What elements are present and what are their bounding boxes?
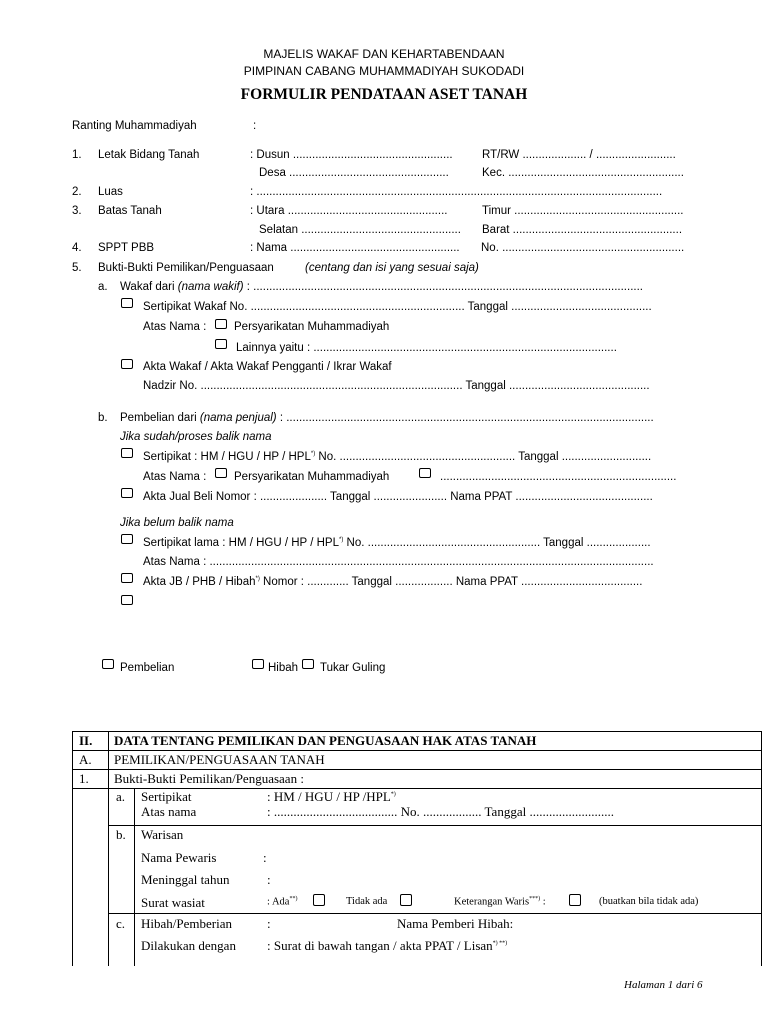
sertipikat-lama-label: Sertipikat lama : HM / HGU / HP / HPL — [143, 537, 339, 549]
sertipikat-label: Sertipikat — [141, 789, 192, 804]
akta-jb-field[interactable]: Nomor : ............. Tanggal .................. Nama PPAT ...................................... — [263, 576, 643, 588]
checkbox[interactable] — [121, 488, 133, 498]
org-name-line1: MAJELIS WAKAF DAN KEHARTABENDAAN — [263, 47, 505, 61]
atas-nama-label: Atas nama — [141, 804, 197, 819]
wasiat-label: Surat wasiat — [141, 895, 205, 910]
footnote-mark: ***) — [529, 896, 541, 902]
dusun-field[interactable]: : Dusun .................................................. — [250, 149, 453, 161]
meninggal-label: Meninggal tahun — [141, 872, 230, 887]
item-number: 2. — [72, 186, 82, 198]
letak-label: Letak Bidang Tanah — [98, 149, 200, 161]
checkbox[interactable] — [121, 359, 133, 369]
row-b-label: b. — [116, 827, 126, 842]
sertipikat-wakaf-field[interactable]: Sertipikat Wakaf No. ................................................................... Tanggal ............................................ — [143, 301, 652, 313]
dilakukan-value: : Surat di bawah tangan / akta PPAT / Lisan — [267, 938, 493, 953]
checkbox[interactable] — [400, 894, 412, 906]
checkbox[interactable] — [215, 339, 227, 349]
pembelian-label: Pembelian dari — [120, 412, 197, 424]
item-number: 4. — [72, 242, 82, 254]
keterangan-waris-label: Keterangan Waris — [454, 896, 530, 908]
sppt-no-field[interactable]: No. ......................................................... — [481, 242, 685, 254]
item-number: 3. — [72, 205, 82, 217]
hibah-colon: : — [267, 916, 271, 931]
rtrw-field[interactable]: RT/RW .................... / ......................... — [482, 149, 676, 161]
subsection-number: A. — [79, 752, 92, 767]
bukti-title: Bukti-Bukti Pemilikan/Penguasaan : — [114, 771, 304, 786]
checkbox[interactable] — [102, 659, 114, 669]
row-c-label: c. — [116, 916, 126, 931]
luas-label: Luas — [98, 186, 123, 198]
subsection-title: PEMILIKAN/PENGUASAAN TANAH — [114, 752, 325, 767]
wakif-note: (nama wakif) — [177, 281, 244, 293]
batas-label: Batas Tanah — [98, 205, 162, 217]
footnote-mark: **) — [289, 896, 298, 902]
wakif-field[interactable]: : .......................................................................................................................... — [246, 281, 643, 293]
ranting-label: Ranting Muhammadiyah — [72, 120, 197, 132]
sub-a-label: a. — [98, 281, 108, 293]
section-number: II. — [79, 733, 93, 748]
sub-b-label: b. — [98, 412, 108, 424]
nadzir-field[interactable]: Nadzir No. .................................................................................. Tanggal ............................................ — [143, 380, 650, 392]
timur-field[interactable]: Timur ..................................................... — [482, 205, 684, 217]
buatkan-note: (buatkan bila tidak ada) — [599, 896, 699, 907]
penjual-field[interactable]: : ................................................................................................................... — [279, 412, 654, 424]
sertipikat-hm-label: Sertipikat : HM / HGU / HP / HPL — [143, 451, 311, 463]
checkbox[interactable] — [121, 573, 133, 583]
atas-nama-field[interactable]: : ...................................... No. .................. Tanggal .......................... — [267, 804, 614, 819]
footnote-mark: *) — [390, 791, 396, 798]
bukti-note: (centang dan isi yang sesuai saja) — [305, 262, 479, 274]
checkbox[interactable] — [302, 659, 314, 669]
atas-nama-label: Atas Nama : — [143, 321, 207, 333]
page-number: Halaman 1 dari 6 — [624, 979, 703, 991]
pemberi-hibah-label: Nama Pemberi Hibah: — [397, 916, 514, 931]
checkbox[interactable] — [215, 319, 227, 329]
barat-field[interactable]: Barat ..................................................... — [482, 224, 683, 236]
atas-nama-label: Atas Nama : — [143, 471, 207, 483]
sertipikat-hm-field[interactable]: No. ....................................................... Tanggal ............................ — [318, 451, 652, 463]
tukar-guling-option: Tukar Guling — [320, 662, 386, 674]
item-number: 5. — [72, 262, 82, 274]
item-number: 1. — [79, 771, 89, 786]
kec-field[interactable]: Kec. ....................................................... — [482, 167, 684, 179]
org-name-line2: PIMPINAN CABANG MUHAMMADIYAH SUKODADI — [243, 64, 525, 78]
desa-field[interactable]: Desa .................................................. — [259, 167, 449, 179]
atas-nama-field[interactable]: Atas Nama : ........................................................................................................................................... — [143, 556, 654, 568]
item-number: 1. — [72, 149, 82, 161]
meninggal-colon: : — [267, 872, 271, 887]
checkbox[interactable] — [121, 448, 133, 458]
footnote-mark: *) — [310, 451, 316, 458]
checkbox[interactable] — [121, 298, 133, 308]
checkbox[interactable] — [419, 468, 431, 478]
ada-option: : Ada — [267, 896, 290, 908]
belum-balik-nama-label: Jika belum balik nama — [120, 517, 234, 529]
footnote-mark: *) — [255, 576, 260, 583]
checkbox[interactable] — [313, 894, 325, 906]
row-a-label: a. — [116, 789, 126, 804]
checkbox[interactable] — [121, 534, 133, 544]
lainnya-field[interactable]: Lainnya yaitu : ............................................................................................... — [236, 342, 617, 354]
checkbox[interactable] — [569, 894, 581, 906]
sertipikat-lama-field[interactable]: No. ...................................................... Tanggal .................... — [346, 537, 651, 549]
sppt-nama-field[interactable]: : Nama ..................................................... — [250, 242, 460, 254]
pewaris-label: Nama Pewaris — [141, 850, 217, 865]
penjual-note: (nama penjual) — [199, 412, 277, 424]
ranting-colon: : — [253, 120, 257, 132]
wakaf-label: Wakaf dari — [120, 281, 175, 293]
section-title: DATA TENTANG PEMILIKAN DAN PENGUASAAN HAK ATAS TANAH — [114, 733, 537, 748]
utara-field[interactable]: : Utara .................................................. — [250, 205, 448, 217]
checkbox[interactable] — [252, 659, 264, 669]
bukti-label: Bukti-Bukti Pemilikan/Penguasaan — [98, 262, 274, 274]
footnote-mark: *) — [338, 537, 344, 544]
warisan-label: Warisan — [141, 827, 184, 842]
hibah-option: Hibah — [268, 662, 299, 674]
akta-wakaf-option: Akta Wakaf / Akta Wakaf Pengganti / Ikrar Wakaf — [143, 361, 392, 373]
akta-jual-beli-field[interactable]: Akta Jual Beli Nomor : ..................... Tanggal ....................... Nama PPAT ........................................... — [143, 491, 653, 503]
tidak-ada-option: Tidak ada — [346, 896, 388, 907]
luas-field[interactable]: : ............................................................................................................................... — [250, 186, 663, 198]
akta-jb-label: Akta JB / PHB / Hibah — [143, 576, 256, 588]
sudah-balik-nama-label: Jika sudah/proses balik nama — [120, 431, 272, 443]
checkbox[interactable] — [215, 468, 227, 478]
ownership-table: II. DATA TENTANG PEMILIKAN DAN PENGUASAAN HAK ATAS TANAH A. PEMILIKAN/PENGUASAAN TANAH 1. Bukti-Bukti Pemilikan/Penguasaan : a. Sertipikat : HM / HGU / HP /HPL*) Atas nama : ...................................... No. .................. Tanggal .......................... b. Warisan Nama Pewaris : Meninggal tahun : Surat wasiat : Ada**) Tidak ada Keterangan Waris***) : (buatkan bila tidak ada) c. Hibah/Pemberian : Nama Pemberi Hibah: Dilakukan dengan : Surat di bawah tangan / akta PPAT / Lisan*) **) — [72, 731, 762, 966]
pewaris-colon: : — [263, 850, 267, 865]
hibah-label: Hibah/Pemberian — [141, 916, 232, 931]
form-title: FORMULIR PENDATAAN ASET TANAH — [240, 86, 528, 103]
sppt-label: SPPT PBB — [98, 242, 155, 254]
footnote-mark: *) **) — [492, 940, 508, 947]
pembelian-option: Pembelian — [120, 662, 175, 674]
dilakukan-label: Dilakukan dengan — [141, 938, 236, 953]
selatan-field[interactable]: Selatan .................................................. — [259, 224, 461, 236]
sertipikat-value: : HM / HGU / HP /HPL — [267, 789, 391, 804]
persyarikatan-option: Persyarikatan Muhammadiyah — [234, 471, 390, 483]
other-name-field[interactable]: .......................................................................... — [440, 471, 677, 483]
checkbox[interactable] — [121, 595, 133, 605]
persyarikatan-option: Persyarikatan Muhammadiyah — [234, 321, 390, 333]
